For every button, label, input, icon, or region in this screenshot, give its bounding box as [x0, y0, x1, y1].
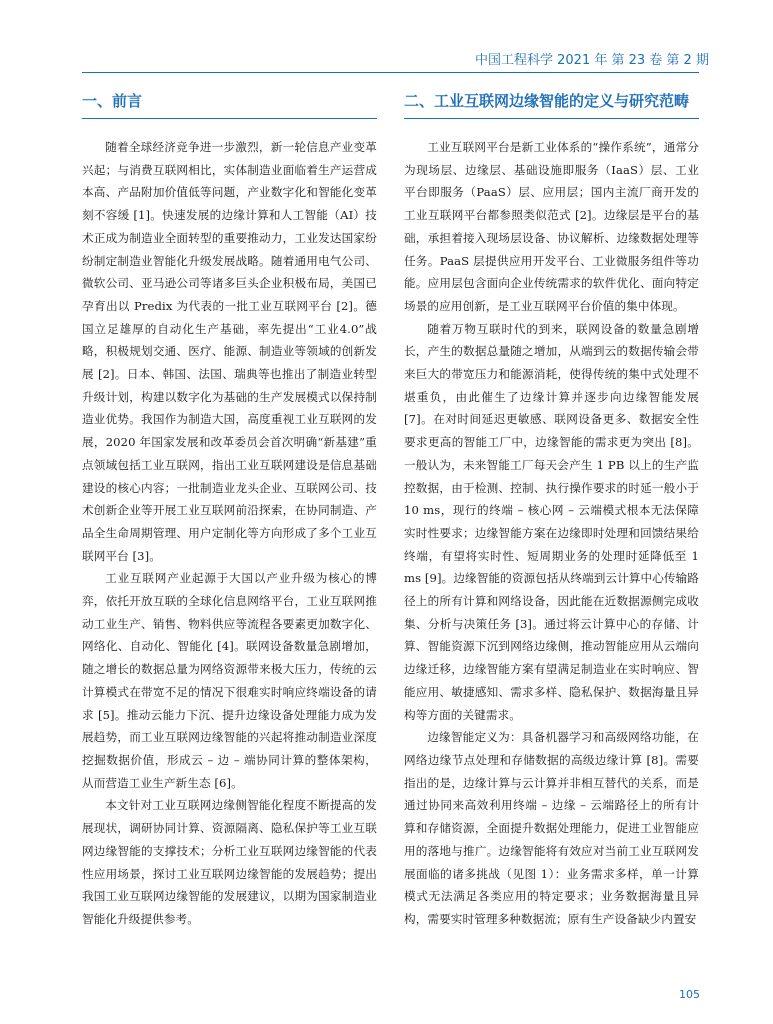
left-column [82, 90, 377, 931]
body-paragraph: 随着万物互联时代的到来，联网设备的数量急剧增长，产生的数据总量随之增加，从端到云的数据传输会带来巨大的带宽压力和能源消耗，使得传统的集中式处理不堪重负，由此催生了边缘计算并逐步向边缘智能发展 [7]。在对时间延迟更敏感、联网设备更多、数据安全性要求更高的智能工厂中，边缘智能的需求更为突出 [8]。一般认为，未来智能工厂每天会产生 1 PB 以上的生产监控数据，由于检测、控制、执行操作要求的时延一般小于 10 ms，现行的终端 – 核心网 – 云端模式根本无法保障实时性要求；边缘智能方案在边缘即时处理和回馈结果给终端，有望将实时性、短周期业务的处理时延降低至 1 ms [9]。边缘智能的资源包括从终端到云计算中心传输路径上的所有计算和网络设备，因此能在近数据源侧完成收集、分析与决策任务 [3]。通过将云计算中心的存储、计算、智能资源下沉到网络边缘侧，推动智能应用从云端向边缘迁移，边缘智能方案有望满足制造业在实时响应、智能应用、敏捷感知、需求多样、隐私保护、数据海量且异构等方面的关键需求。 [404, 321, 699, 722]
body-paragraph: 工业互联网平台是新工业体系的“操作系统”，通常分为现场层、边缘层、基础设施即服务（IaaS）层、工业平台即服务（PaaS）层、应用层；国内主流厂商开发的工业互联网平台都参照类似范式 [2]。边缘层是平台的基础，承担着接入现场层设备、协议解析、边缘数据处理等任务。PaaS 层提供应用开发平台、工业微服务组件等功能。应用层包含面向企业传统需求的软件优化、面向特定场景的应用创新，是工业互联网平台价值的集中体现。 [404, 140, 699, 313]
header-rule [82, 72, 699, 73]
section-heading-introduction: 一、前言 [82, 92, 143, 110]
body-paragraph: 随着全球经济竞争进一步激烈，新一轮信息产业变革兴起；与消费互联网相比，实体制造业面临着生产运营成本高、产品附加价值低等问题，产业数字化和智能化变革刻不容缓 [1]。快速发展的边缘计算和人工智能（AI）技术正成为制造业全面转型的重要推动力，工业发达国家纷纷制定制造业智能化升级发展战略。随着通用电气公司、微软公司、亚马逊公司等诸多巨头企业积极布局，美国已孕育出以 Predix 为代表的一批工业互联网平台 [2]。德国立足雄厚的自动化生产基础，率先提出“工业4.0”战略，积极规划交通、医疗、能源、制造业等领域的创新发展 [2]。日本、韩国、法国、瑞典等也推出了制造业转型升级计划，构建以数字化为基础的生产发展模式以保持制造业优势。我国作为制造大国，高度重视工业互联网的发展，2020 年国家发展和改革委员会首次明确“新基建”重点领域包括工业互联网，指出工业互联网建设是信息基础建设的核心内容；一批制造业龙头企业、互联网公司、技术创新企业等开展工业互联网前沿探索，在协同制造、产品全生命周期管理、用户定制化等方向形成了多个工业互联网平台 [3]。 [82, 140, 377, 563]
body-paragraph: 边缘智能定义为：具备机器学习和高级网络功能，在网络边缘节点处理和存储数据的高级边缘计算 [8]。需要指出的是，边缘计算与云计算并非相互替代的关系，而是通过协同来高效利用终端 – 边缘 – 云端路径上的所有计算和存储资源，全面提升数据处理能力，促进工业智能应用的落地与推广。边缘智能将有效应对当前工业互联网发展面临的诸多挑战（见图 1）：业务需求多样，单一计算模式无法满足各类应用的特定要求；业务数据海量且异构，需要实时管理多种数据流；原有生产设备缺少内置安 [404, 730, 699, 926]
section-heading-definition: 二、工业互联网边缘智能的定义与研究范畴 [404, 92, 690, 110]
journal-header: 中国工程科学 2021 年 第 23 卷 第 2 期 [475, 53, 709, 68]
body-paragraph: 工业互联网产业起源于大国以产业升级为核心的博弈，依托开放互联的全球化信息网络平台，工业互联网推动工业生产、销售、物料供应等流程各要素更加数字化、网络化、自动化、智能化 [4]。联网设备数量急剧增加，随之增长的数据总量为网络资源带来极大压力，传统的云计算模式在带宽不足的情况下很难实时响应终端设备的请求 [5]。推动云能力下沉、提升边缘设备处理能力成为发展趋势，而工业互联网边缘智能的兴起将推动制造业深度挖掘数据价值，形成云 – 边 – 端协同计算的整体架构，从而营造工业生产新生态 [6]。 [82, 571, 377, 790]
body-paragraph: 本文针对工业互联网边缘侧智能化程度不断提高的发展现状，调研协同计算、资源隔离、隐私保护等工业互联网边缘智能的支撑技术；分析工业互联网边缘智能的代表性应用场景，探讨工业互联网边缘智能的发展趋势；提出我国工业互联网边缘智能的发展建议，以期为国家制造业智能化升级提供参考。 [82, 798, 377, 926]
right-column [404, 90, 699, 931]
page-number: 105 [679, 988, 700, 1001]
section-rule [404, 118, 699, 119]
section-rule [82, 118, 377, 119]
